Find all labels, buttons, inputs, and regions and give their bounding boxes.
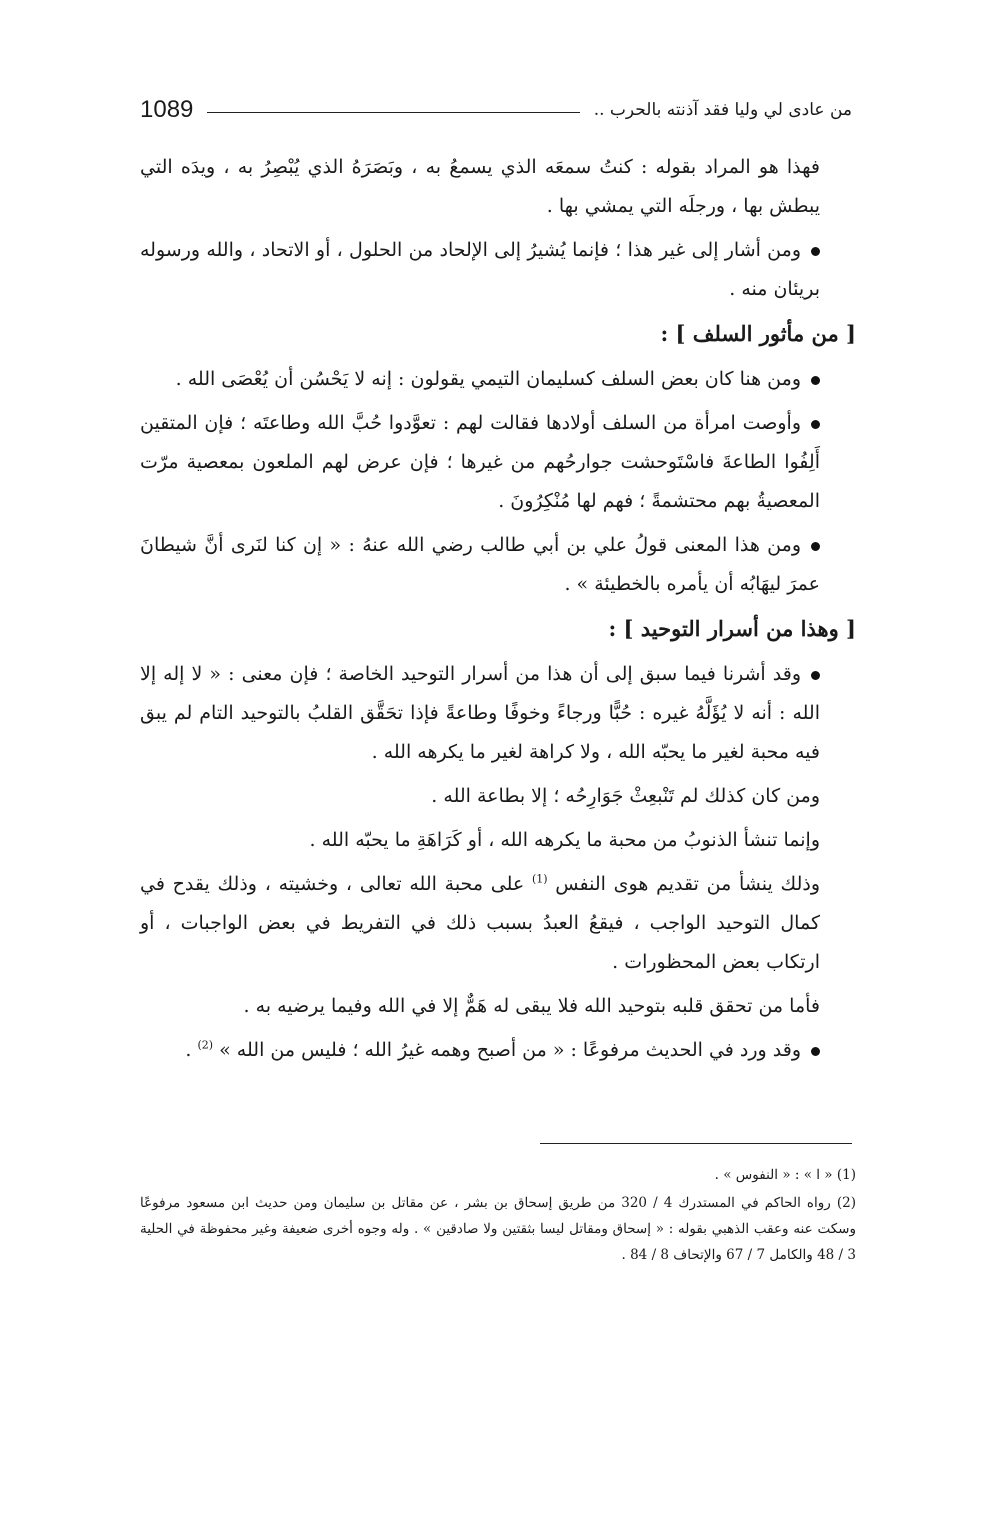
paragraph-text: .	[185, 1039, 192, 1061]
header-rule	[207, 112, 579, 113]
paragraph-text: ومن هنا كان بعض السلف كسليمان التيمي يقولون : إنه لا يَحْسُن أن يُعْصَى الله .	[175, 368, 801, 390]
paragraph: وإنما تنشأ الذنوبُ من محبة ما يكرهه الله ، أو كَرَاهَةِ ما يحبّه الله .	[309, 829, 820, 851]
running-title: من عادى لي وليا فقد آذنته بالحرب ..	[593, 100, 852, 120]
bullet-icon	[811, 671, 820, 680]
paragraph: فهذا هو المراد بقوله : كنتُ سمعَه الذي يسمعُ به ، وبَصَرَهُ الذي يُبْصِرُ به ، ويدَه التي يبطش بها ، ورجلَه التي يمشي بها .	[140, 156, 820, 217]
paragraph-text: وقد أشرنا فيما سبق إلى أن هذا من أسرار التوحيد الخاصة ؛ فإن معنى : « لا إله إلا الله : أنه لا يُؤَلَّهُ غيره : حُبًّا ورجاءً وخوفًا وطاعةً فإذا تحَقَّق القلبُ بالتوحيد التام لم يبق فيه محبة لغير ما يحبّه الله ، ولا كراهة لغير ما يكرهه الله .	[140, 663, 820, 763]
paragraph-text: ومن أشار إلى غير هذا ؛ فإنما يُشيرُ إلى الإلحاد من الحلول ، أو الاتحاد ، والله ورسوله بريئان منه .	[140, 239, 820, 300]
paragraph-text: على محبة الله تعالى ، وخشيته ، وذلك يقدح في كمال التوحيد الواجب ، فيقعُ العبدُ بسبب ذلك في التفريط في بعض الواجبات ، أو ارتكاب بعض المحظورات .	[140, 873, 820, 973]
footnote-rule	[540, 1143, 852, 1144]
footnote: (1) « ا » : « النفوس » .	[714, 1167, 856, 1183]
bullet-paragraph	[140, 360, 856, 399]
bullet-paragraph	[140, 655, 856, 772]
bullet-paragraph	[140, 1031, 856, 1070]
page-header	[140, 90, 852, 130]
footnote-ref: (2)	[197, 1038, 214, 1052]
paragraph	[140, 865, 856, 982]
footnote-ref: (1)	[531, 872, 548, 886]
section-heading: [ من مأثور السلف ] :	[660, 321, 856, 346]
bullet-icon	[811, 247, 820, 256]
body-text	[140, 148, 856, 1075]
footnotes	[140, 1162, 856, 1270]
footnote: (2) رواه الحاكم في المستدرك 4 / 320 من طريق إسحاق بن بشر ، عن مقاتل بن سليمان ومن حديث ابن مسعود مرفوعًا وسكت عنه وعقب الذهبي بقوله : « إسحاق ومقاتل ليسا بثقتين ولا صادقين » . وله وجوه أخرى ضعيفة وغير محفوظة في الحلية 3 / 48 والكامل 7 / 67 والإتحاف 8 / 84 .	[140, 1195, 856, 1263]
bullet-icon	[811, 376, 820, 385]
bullet-paragraph	[140, 231, 856, 309]
paragraph-text: ومن هذا المعنى قولُ علي بن أبي طالب رضي الله عنهُ : « إن كنا لنَرى أنَّ شيطانَ عمرَ ليهَابُه أن يأمره بالخطيئة » .	[140, 534, 820, 595]
page-number: 1089	[140, 96, 194, 123]
section-heading: [ وهذا من أسرار التوحيد ] :	[608, 616, 856, 641]
bullet-paragraph	[140, 404, 856, 521]
paragraph: فأما من تحقق قلبه بتوحيد الله فلا يبقى له هَمٌّ إلا في الله وفيما يرضيه به .	[243, 995, 820, 1017]
paragraph-text: وقد ورد في الحديث مرفوعًا : « من أصبح وهمه غيرُ الله ؛ فليس من الله »	[219, 1039, 801, 1061]
bullet-icon	[811, 542, 820, 551]
bullet-paragraph	[140, 526, 856, 604]
bullet-icon	[811, 420, 820, 429]
paragraph-text: وذلك ينشأ من تقديم هوى النفس	[555, 873, 820, 895]
bullet-icon	[811, 1047, 820, 1056]
paragraph: ومن كان كذلك لم تَنْبعِثْ جَوَارِحُه ؛ إلا بطاعة الله .	[431, 785, 820, 807]
paragraph-text: وأوصت امرأة من السلف أولادها فقالت لهم : تعوَّدوا حُبَّ الله وطاعتَه ؛ فإن المتقين أَلِفُوا الطاعةَ فاسْتَوحشت جوارحُهم من غيرها ؛ فإن عرض لهم الملعون بمعصية مرّت المعصيةُ بهم محتشمةً ؛ فهم لها مُنْكِرُونَ .	[140, 412, 820, 512]
